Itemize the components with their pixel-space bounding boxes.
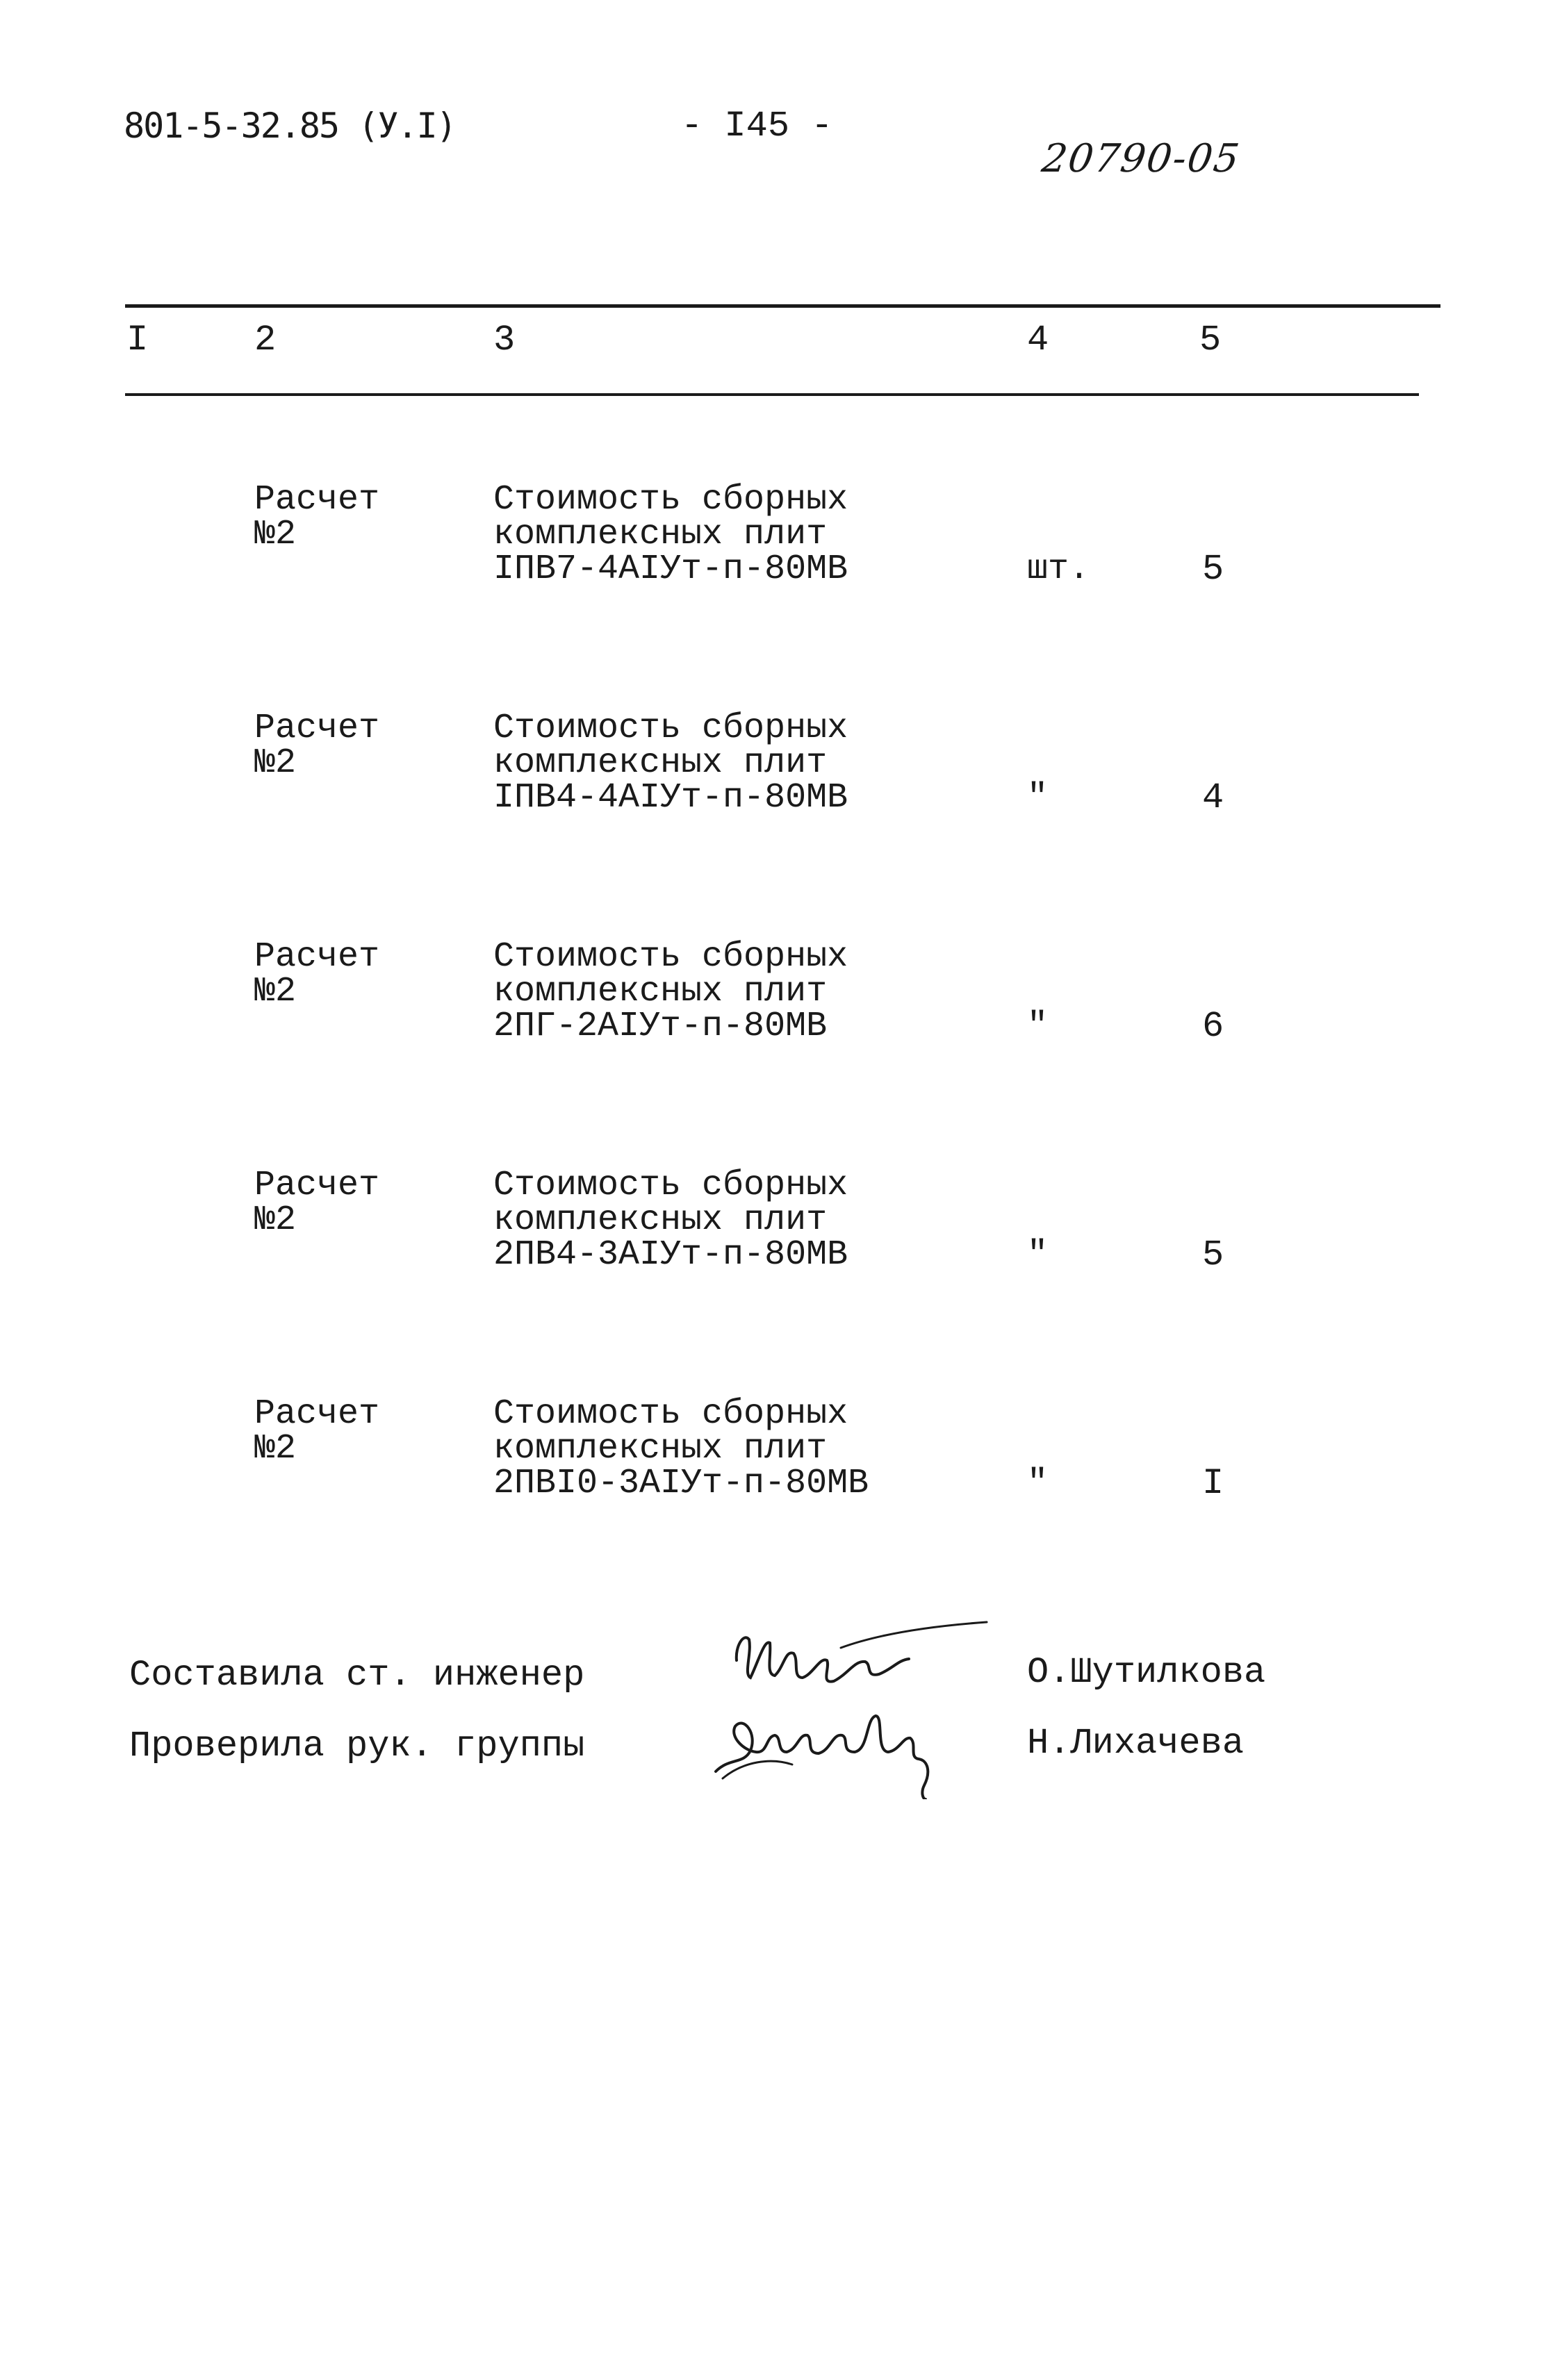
- column-number-4: 4: [1027, 320, 1049, 361]
- checked-by-name: Н.Лихачева: [1027, 1723, 1245, 1764]
- document-code: 801-5-32.85 (У.I): [124, 106, 456, 146]
- table-row: [0, 937, 1560, 1065]
- item-unit: ": [1027, 778, 1049, 818]
- item-quantity: 4: [1202, 777, 1224, 818]
- item-description: Стоимость сборных комплексных плит 2ПВ4-3АIУт-п-80МВ: [493, 1166, 848, 1275]
- column-number-3: 3: [493, 320, 516, 361]
- item-quantity: 5: [1202, 549, 1224, 590]
- checked-by-role: Проверила рук. группы: [129, 1726, 585, 1767]
- column-number-1: I: [126, 320, 149, 361]
- calculation-ref: Расчет №2: [254, 1394, 380, 1469]
- archive-number: 20790-05: [1039, 136, 1243, 181]
- item-description: Стоимость сборных комплексных плит IПВ7-4АIУт-п-80МВ: [493, 480, 848, 589]
- table-row: [0, 1168, 1560, 1294]
- column-number-2: 2: [254, 320, 277, 361]
- item-unit: ": [1027, 1464, 1049, 1503]
- item-description: Стоимость сборных комплексных плит 2ПГ-2АIУт-п-80МВ: [493, 937, 848, 1046]
- table-row: [0, 711, 1560, 836]
- compiled-by-role: Составила ст. инженер: [129, 1655, 585, 1696]
- calculation-ref: Расчет №2: [254, 937, 380, 1011]
- item-description: Стоимость сборных комплексных плит IПВ4-4АIУт-п-80МВ: [493, 709, 848, 818]
- table-row: [0, 480, 1560, 608]
- signature-checked: [702, 1695, 966, 1799]
- item-quantity: I: [1202, 1463, 1224, 1504]
- column-number-5: 5: [1199, 320, 1222, 361]
- table-top-rule: [125, 304, 1440, 308]
- item-description: Стоимость сборных комплексных плит 2ПВI0-3АIУт-п-80МВ: [493, 1394, 869, 1503]
- item-unit: шт.: [1027, 549, 1090, 589]
- page-number: - I45 -: [681, 106, 833, 147]
- item-unit: ": [1027, 1007, 1049, 1046]
- calculation-ref: Расчет №2: [254, 709, 380, 783]
- item-quantity: 5: [1202, 1234, 1224, 1275]
- table-row: [0, 1394, 1560, 1522]
- signature-compiled: [716, 1619, 994, 1695]
- table-header-rule: [125, 393, 1419, 396]
- compiled-by-name: О.Шутилкова: [1027, 1652, 1266, 1693]
- calculation-ref: Расчет №2: [254, 1166, 380, 1240]
- calculation-ref: Расчет №2: [254, 480, 380, 554]
- item-quantity: 6: [1202, 1006, 1224, 1047]
- item-unit: ": [1027, 1235, 1049, 1275]
